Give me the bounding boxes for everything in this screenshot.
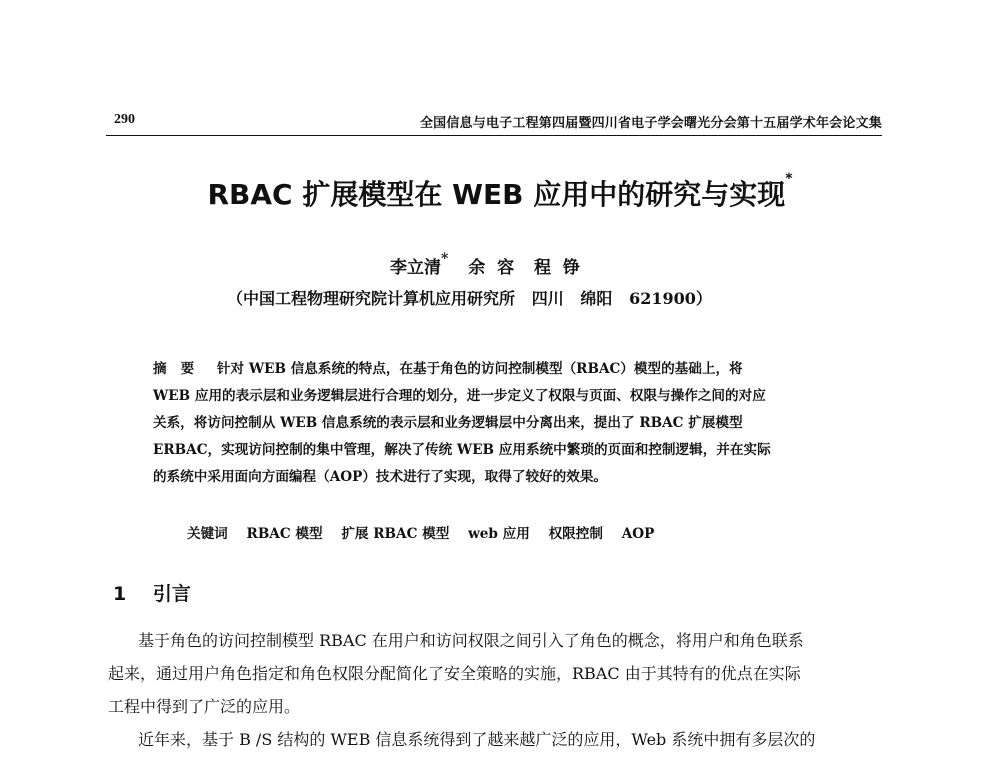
abstract-label: 摘要 xyxy=(153,361,209,377)
header-rule xyxy=(106,135,882,136)
body-line: 近年来，基于 B /S 结构的 WEB 信息系统得到了越来越广泛的应用，Web 系统中拥有多层次的 xyxy=(138,730,816,749)
abstract-line: ERBAC，实现访问控制的集中管理，解决了传统 WEB 应用系统中繁琐的页面和控制逻辑，并在实际 xyxy=(153,442,771,458)
keyword: 扩展 RBAC 模型 xyxy=(341,526,450,542)
body-text xyxy=(108,624,882,756)
section-number: 1 xyxy=(113,583,127,605)
author-footnote-mark: * xyxy=(441,251,449,267)
author-list xyxy=(390,253,580,278)
abstract xyxy=(153,356,850,491)
author-name: 余 容 xyxy=(468,258,515,278)
title-footnote-mark: * xyxy=(785,171,793,187)
keyword: 权限控制 xyxy=(548,526,603,542)
abstract-line: 针对 WEB 信息系统的特点，在基于角色的访问控制模型（RBAC）模型的基础上，将 xyxy=(216,361,743,377)
keyword: web 应用 xyxy=(468,526,530,542)
abstract-line: WEB 应用的表示层和业务逻辑层进行合理的划分，进一步定义了权限与页面、权限与操作之间的对应 xyxy=(153,388,766,404)
author-name: 李立清 xyxy=(390,258,441,278)
journal-title: 全国信息与电子工程第四届暨四川省电子学会曙光分会第十五届学术年会论文集 xyxy=(419,116,882,131)
affiliation: （中国工程物理研究院计算机应用研究所 四川 绵阳 621900） xyxy=(227,289,712,308)
abstract-line: 关系，将访问控制从 WEB 信息系统的表示层和业务逻辑层中分离出来，提出了 RBAC 扩展模型 xyxy=(153,415,743,431)
body-line: 基于角色的访问控制模型 RBAC 在用户和访问权限之间引入了角色的概念，将用户和角色联系 xyxy=(138,631,804,650)
paper-title-text: RBAC 扩展模型在 WEB 应用中的研究与实现 xyxy=(207,178,786,211)
body-line: 起来，通过用户角色指定和角色权限分配简化了安全策略的实施，RBAC 由于其特有的优点在实际 xyxy=(108,664,801,683)
body-line: 工程中得到了广泛的应用。 xyxy=(108,697,301,716)
paper-title xyxy=(0,173,1000,213)
keywords xyxy=(187,522,654,542)
section-heading xyxy=(113,579,191,606)
running-header xyxy=(114,112,882,134)
page-number: 290 xyxy=(114,112,135,127)
abstract-line: 的系统中采用面向方面编程（AOP）技术进行了实现，取得了较好的效果。 xyxy=(153,469,608,485)
author-name: 程 铮 xyxy=(534,258,580,278)
keywords-label: 关键词 xyxy=(187,526,228,542)
keyword: AOP xyxy=(621,526,655,542)
section-title: 引言 xyxy=(152,583,191,605)
keyword: RBAC 模型 xyxy=(246,526,323,542)
